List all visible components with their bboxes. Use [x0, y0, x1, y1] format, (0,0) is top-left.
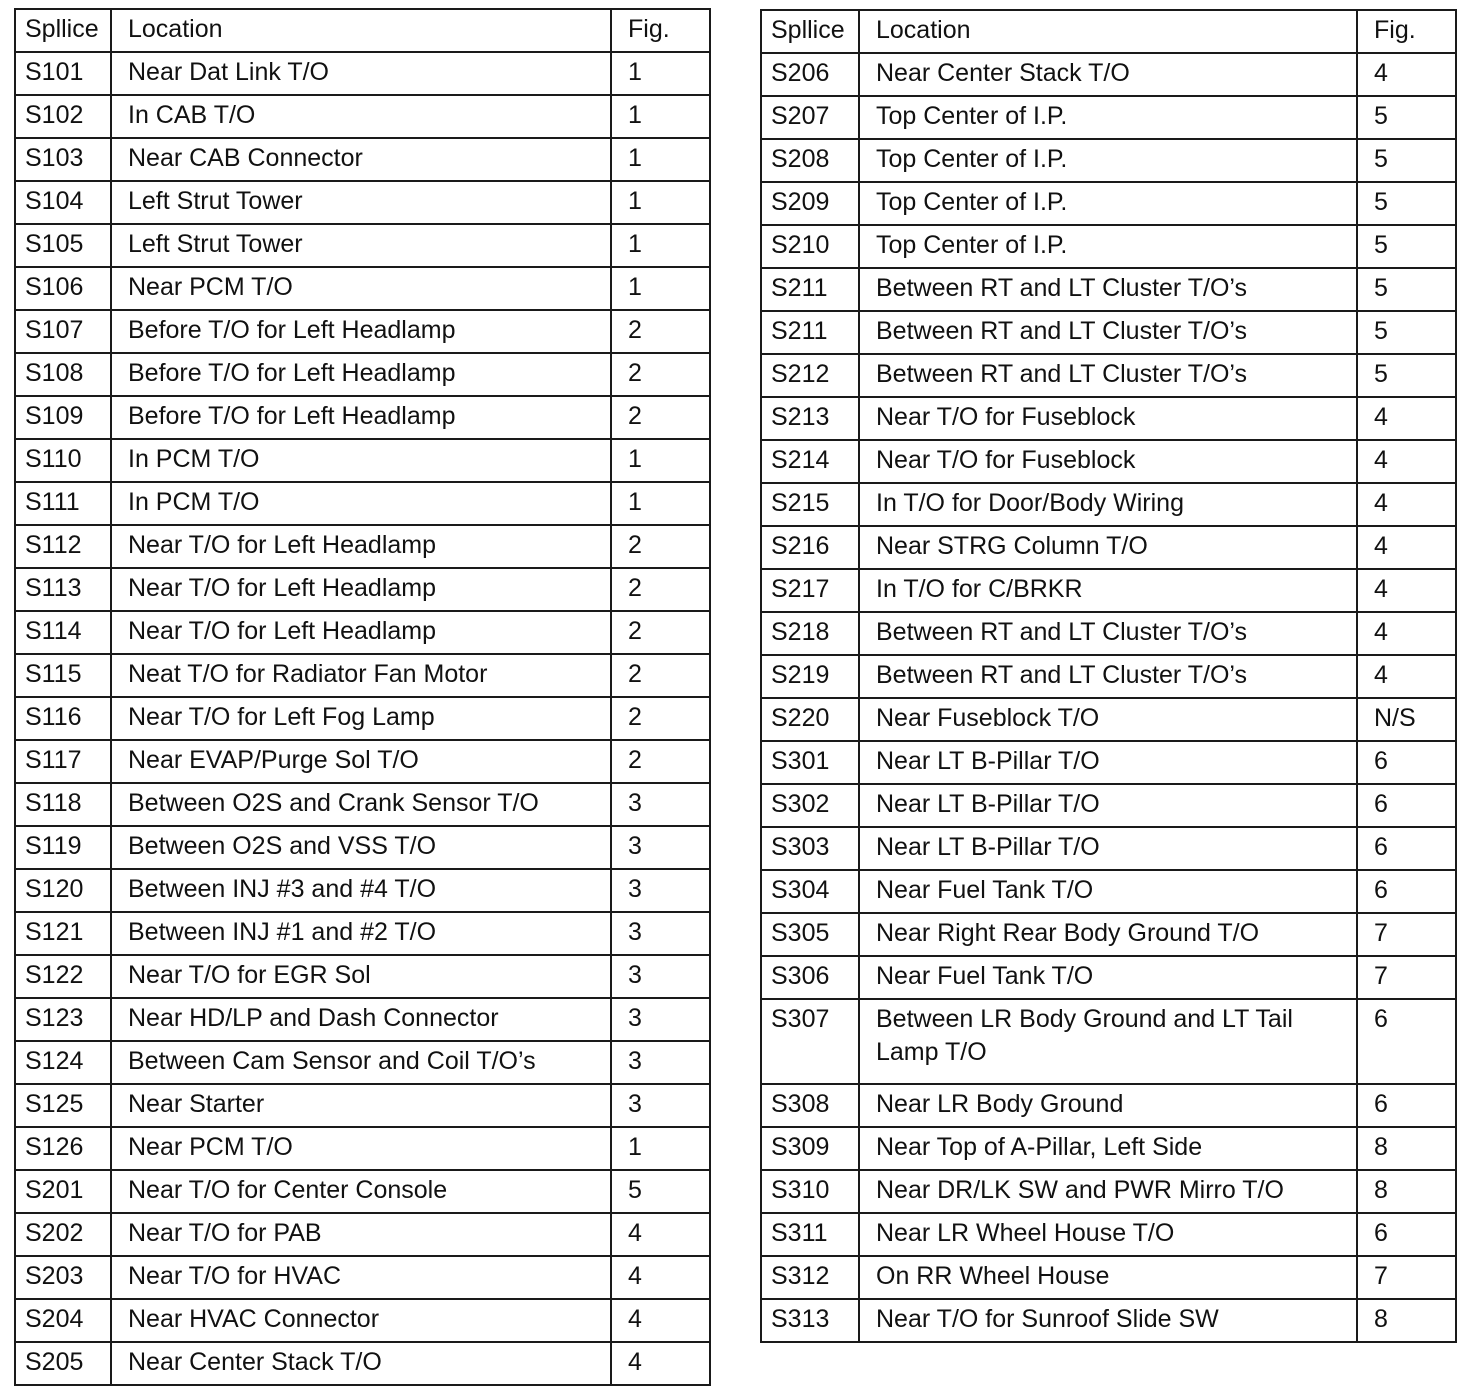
table-row [15, 1299, 710, 1342]
table-row [15, 998, 710, 1041]
table-row [15, 869, 710, 912]
fig-cell: 2 [611, 353, 710, 396]
table-row [761, 526, 1456, 569]
table-header-row [15, 9, 710, 52]
location-cell: Between INJ #3 and #4 T/O [111, 869, 611, 912]
fig-cell: N/S [1357, 698, 1456, 741]
splice-cell: S302 [761, 784, 859, 827]
location-cell: Left Strut Tower [111, 224, 611, 267]
table-row [15, 224, 710, 267]
location-cell: Between INJ #1 and #2 T/O [111, 912, 611, 955]
splice-cell: S216 [761, 526, 859, 569]
fig-header: Fig. [1357, 10, 1456, 53]
table-row [15, 396, 710, 439]
fig-cell: 3 [611, 912, 710, 955]
splice-cell: S209 [761, 182, 859, 225]
location-cell: Near PCM T/O [111, 1127, 611, 1170]
table-row [15, 1342, 710, 1385]
location-cell: Near T/O for Fuseblock [859, 397, 1357, 440]
location-header: Location [111, 9, 611, 52]
location-header: Location [859, 10, 1357, 53]
splice-cell: S113 [15, 568, 111, 611]
location-cell: Top Center of I.P. [859, 96, 1357, 139]
splice-cell: S122 [15, 955, 111, 998]
fig-cell: 4 [1357, 397, 1456, 440]
table-row [761, 1127, 1456, 1170]
location-cell: Near Right Rear Body Ground T/O [859, 913, 1357, 956]
location-cell: Before T/O for Left Headlamp [111, 396, 611, 439]
splice-cell: S103 [15, 138, 111, 181]
table-row [15, 611, 710, 654]
table-row [15, 697, 710, 740]
splice-cell: S207 [761, 96, 859, 139]
splice-cell: S211 [761, 311, 859, 354]
fig-cell: 6 [1357, 1213, 1456, 1256]
table-row [15, 955, 710, 998]
splice-cell: S309 [761, 1127, 859, 1170]
location-cell: Near Center Stack T/O [111, 1342, 611, 1385]
fig-cell: 6 [1357, 999, 1456, 1084]
fig-cell: 3 [611, 783, 710, 826]
location-cell: Near T/O for Center Console [111, 1170, 611, 1213]
fig-cell: 8 [1357, 1170, 1456, 1213]
location-cell: Near Top of A-Pillar, Left Side [859, 1127, 1357, 1170]
table-row [15, 482, 710, 525]
fig-cell: 5 [1357, 182, 1456, 225]
table-row [15, 310, 710, 353]
location-cell: Near Starter [111, 1084, 611, 1127]
splice-cell: S126 [15, 1127, 111, 1170]
fig-cell: 4 [611, 1299, 710, 1342]
fig-cell: 2 [611, 525, 710, 568]
table-row [15, 439, 710, 482]
fig-cell: 5 [1357, 96, 1456, 139]
location-cell: Near T/O for Left Headlamp [111, 568, 611, 611]
splice-cell: S201 [15, 1170, 111, 1213]
right-splice-table [760, 9, 1457, 1343]
location-cell: Left Strut Tower [111, 181, 611, 224]
table-row [761, 698, 1456, 741]
splice-cell: S213 [761, 397, 859, 440]
table-row [15, 740, 710, 783]
location-cell: Near HVAC Connector [111, 1299, 611, 1342]
splice-cell: S208 [761, 139, 859, 182]
splice-cell: S218 [761, 612, 859, 655]
location-cell: Near EVAP/Purge Sol T/O [111, 740, 611, 783]
table-row [761, 268, 1456, 311]
table-row [15, 783, 710, 826]
fig-cell: 7 [1357, 956, 1456, 999]
fig-cell: 1 [611, 181, 710, 224]
table-row [15, 1127, 710, 1170]
table-row [761, 53, 1456, 96]
fig-cell: 2 [611, 697, 710, 740]
location-cell: In T/O for Door/Body Wiring [859, 483, 1357, 526]
fig-cell: 6 [1357, 827, 1456, 870]
fig-header: Fig. [611, 9, 710, 52]
location-cell: Near LT B-Pillar T/O [859, 741, 1357, 784]
table-row [761, 311, 1456, 354]
location-cell: Between RT and LT Cluster T/O’s [859, 354, 1357, 397]
location-cell: Near Fuel Tank T/O [859, 956, 1357, 999]
fig-cell: 3 [611, 869, 710, 912]
location-cell: Near T/O for Fuseblock [859, 440, 1357, 483]
location-cell: Between RT and LT Cluster T/O’s [859, 655, 1357, 698]
splice-cell: S211 [761, 268, 859, 311]
table-row [15, 1170, 710, 1213]
location-cell: Near STRG Column T/O [859, 526, 1357, 569]
table-row [761, 1170, 1456, 1213]
location-cell: Top Center of I.P. [859, 225, 1357, 268]
table-row [761, 483, 1456, 526]
location-cell: In PCM T/O [111, 439, 611, 482]
table-row [15, 138, 710, 181]
location-cell: On RR Wheel House [859, 1256, 1357, 1299]
fig-cell: 7 [1357, 913, 1456, 956]
location-cell: Near T/O for Sunroof Slide SW [859, 1299, 1357, 1342]
splice-cell: S219 [761, 655, 859, 698]
table-row [761, 956, 1456, 999]
fig-cell: 5 [1357, 268, 1456, 311]
location-cell: Near CAB Connector [111, 138, 611, 181]
fig-cell: 6 [1357, 741, 1456, 784]
table-row [761, 569, 1456, 612]
fig-cell: 1 [611, 52, 710, 95]
fig-cell: 2 [611, 310, 710, 353]
splice-cell: S214 [761, 440, 859, 483]
splice-cell: S102 [15, 95, 111, 138]
location-cell: Near LT B-Pillar T/O [859, 827, 1357, 870]
table-row [761, 655, 1456, 698]
splice-cell: S305 [761, 913, 859, 956]
splice-cell: S111 [15, 482, 111, 525]
table-row [15, 52, 710, 95]
splice-cell: S301 [761, 741, 859, 784]
fig-cell: 2 [611, 568, 710, 611]
splice-cell: S312 [761, 1256, 859, 1299]
location-cell: Between RT and LT Cluster T/O’s [859, 612, 1357, 655]
location-cell: Near LR Wheel House T/O [859, 1213, 1357, 1256]
location-cell: Near T/O for HVAC [111, 1256, 611, 1299]
table-row [761, 96, 1456, 139]
fig-cell: 1 [611, 95, 710, 138]
fig-cell: 3 [611, 826, 710, 869]
location-cell: Near DR/LK SW and PWR Mirro T/O [859, 1170, 1357, 1213]
table-row [761, 1256, 1456, 1299]
fig-cell: 4 [611, 1342, 710, 1385]
splice-cell: S303 [761, 827, 859, 870]
location-cell: Before T/O for Left Headlamp [111, 310, 611, 353]
splice-cell: S109 [15, 396, 111, 439]
fig-cell: 3 [611, 955, 710, 998]
location-cell: Between Cam Sensor and Coil T/O’s [111, 1041, 611, 1084]
fig-cell: 5 [1357, 225, 1456, 268]
splice-cell: S203 [15, 1256, 111, 1299]
location-cell: Near Dat Link T/O [111, 52, 611, 95]
table-row [761, 440, 1456, 483]
location-cell: Between LR Body Ground and LT Tail Lamp T/O [859, 999, 1357, 1084]
location-cell: Near T/O for Left Headlamp [111, 611, 611, 654]
location-cell: Near Fuseblock T/O [859, 698, 1357, 741]
location-cell: Near HD/LP and Dash Connector [111, 998, 611, 1041]
table-row [761, 225, 1456, 268]
fig-cell: 4 [1357, 612, 1456, 655]
table-row [15, 1213, 710, 1256]
table-row [761, 397, 1456, 440]
splice-cell: S220 [761, 698, 859, 741]
splice-cell: S106 [15, 267, 111, 310]
table-row [15, 912, 710, 955]
table-row [761, 870, 1456, 913]
table-row [761, 354, 1456, 397]
fig-cell: 1 [611, 267, 710, 310]
splice-cell: S123 [15, 998, 111, 1041]
fig-cell: 1 [611, 224, 710, 267]
fig-cell: 4 [1357, 440, 1456, 483]
location-cell: Between O2S and VSS T/O [111, 826, 611, 869]
table-row [761, 999, 1456, 1084]
location-cell: Near LT B-Pillar T/O [859, 784, 1357, 827]
table-row [15, 568, 710, 611]
splice-cell: S115 [15, 654, 111, 697]
fig-cell: 6 [1357, 784, 1456, 827]
location-cell: Between O2S and Crank Sensor T/O [111, 783, 611, 826]
fig-cell: 3 [611, 998, 710, 1041]
splice-cell: S120 [15, 869, 111, 912]
fig-cell: 8 [1357, 1299, 1456, 1342]
fig-cell: 3 [611, 1084, 710, 1127]
fig-cell: 1 [611, 439, 710, 482]
splice-cell: S205 [15, 1342, 111, 1385]
splice-cell: S104 [15, 181, 111, 224]
fig-cell: 6 [1357, 1084, 1456, 1127]
table-row [15, 1041, 710, 1084]
table-row [15, 654, 710, 697]
left-splice-table [14, 8, 711, 1386]
splice-cell: S121 [15, 912, 111, 955]
fig-cell: 7 [1357, 1256, 1456, 1299]
splice-cell: S307 [761, 999, 859, 1084]
splice-cell: S108 [15, 353, 111, 396]
splice-cell: S117 [15, 740, 111, 783]
splice-cell: S210 [761, 225, 859, 268]
fig-cell: 1 [611, 482, 710, 525]
fig-cell: 4 [1357, 655, 1456, 698]
location-cell: Before T/O for Left Headlamp [111, 353, 611, 396]
table-row [761, 741, 1456, 784]
table-row [15, 1084, 710, 1127]
location-cell: Near Center Stack T/O [859, 53, 1357, 96]
table-row [15, 826, 710, 869]
splice-cell: S306 [761, 956, 859, 999]
splice-cell: S116 [15, 697, 111, 740]
fig-cell: 4 [1357, 483, 1456, 526]
fig-cell: 1 [611, 1127, 710, 1170]
location-cell: Near T/O for Left Fog Lamp [111, 697, 611, 740]
location-cell: In CAB T/O [111, 95, 611, 138]
location-cell: Top Center of I.P. [859, 139, 1357, 182]
fig-cell: 1 [611, 138, 710, 181]
fig-cell: 2 [611, 611, 710, 654]
splice-cell: S101 [15, 52, 111, 95]
table-row [15, 181, 710, 224]
splice-cell: S107 [15, 310, 111, 353]
fig-cell: 2 [611, 396, 710, 439]
location-cell: Near LR Body Ground [859, 1084, 1357, 1127]
splice-cell: S202 [15, 1213, 111, 1256]
location-cell: Top Center of I.P. [859, 182, 1357, 225]
splice-cell: S125 [15, 1084, 111, 1127]
location-cell: Near T/O for Left Headlamp [111, 525, 611, 568]
fig-cell: 5 [1357, 354, 1456, 397]
location-cell: Near PCM T/O [111, 267, 611, 310]
fig-cell: 4 [1357, 569, 1456, 612]
table-header-row [761, 10, 1456, 53]
fig-cell: 3 [611, 1041, 710, 1084]
table-row [761, 1299, 1456, 1342]
location-cell: In PCM T/O [111, 482, 611, 525]
table-row [761, 784, 1456, 827]
table-row [15, 95, 710, 138]
table-row [761, 1084, 1456, 1127]
splice-cell: S313 [761, 1299, 859, 1342]
location-cell: Near Fuel Tank T/O [859, 870, 1357, 913]
table-row [761, 1213, 1456, 1256]
fig-cell: 4 [611, 1256, 710, 1299]
table-row [761, 827, 1456, 870]
table-row [761, 913, 1456, 956]
fig-cell: 5 [611, 1170, 710, 1213]
splice-cell: S204 [15, 1299, 111, 1342]
fig-cell: 2 [611, 654, 710, 697]
splice-cell: S118 [15, 783, 111, 826]
splice-cell: S215 [761, 483, 859, 526]
table-row [761, 139, 1456, 182]
splice-cell: S217 [761, 569, 859, 612]
table-row [761, 612, 1456, 655]
splice-cell: S212 [761, 354, 859, 397]
splice-cell: S105 [15, 224, 111, 267]
splice-header: Spllice [15, 9, 111, 52]
splice-cell: S206 [761, 53, 859, 96]
splice-cell: S308 [761, 1084, 859, 1127]
fig-cell: 8 [1357, 1127, 1456, 1170]
fig-cell: 4 [1357, 53, 1456, 96]
splice-cell: S112 [15, 525, 111, 568]
splice-cell: S304 [761, 870, 859, 913]
location-cell: Near T/O for PAB [111, 1213, 611, 1256]
fig-cell: 6 [1357, 870, 1456, 913]
splice-cell: S119 [15, 826, 111, 869]
splice-cell: S110 [15, 439, 111, 482]
location-cell: Between RT and LT Cluster T/O’s [859, 311, 1357, 354]
fig-cell: 4 [1357, 526, 1456, 569]
table-row [761, 182, 1456, 225]
location-cell: In T/O for C/BRKR [859, 569, 1357, 612]
fig-cell: 2 [611, 740, 710, 783]
fig-cell: 4 [611, 1213, 710, 1256]
table-row [15, 525, 710, 568]
table-row [15, 267, 710, 310]
location-cell: Near T/O for EGR Sol [111, 955, 611, 998]
splice-cell: S311 [761, 1213, 859, 1256]
table-row [15, 353, 710, 396]
location-cell: Neat T/O for Radiator Fan Motor [111, 654, 611, 697]
splice-cell: S124 [15, 1041, 111, 1084]
splice-cell: S310 [761, 1170, 859, 1213]
splice-cell: S114 [15, 611, 111, 654]
splice-header: Spllice [761, 10, 859, 53]
fig-cell: 5 [1357, 311, 1456, 354]
location-cell: Between RT and LT Cluster T/O’s [859, 268, 1357, 311]
table-row [15, 1256, 710, 1299]
fig-cell: 5 [1357, 139, 1456, 182]
